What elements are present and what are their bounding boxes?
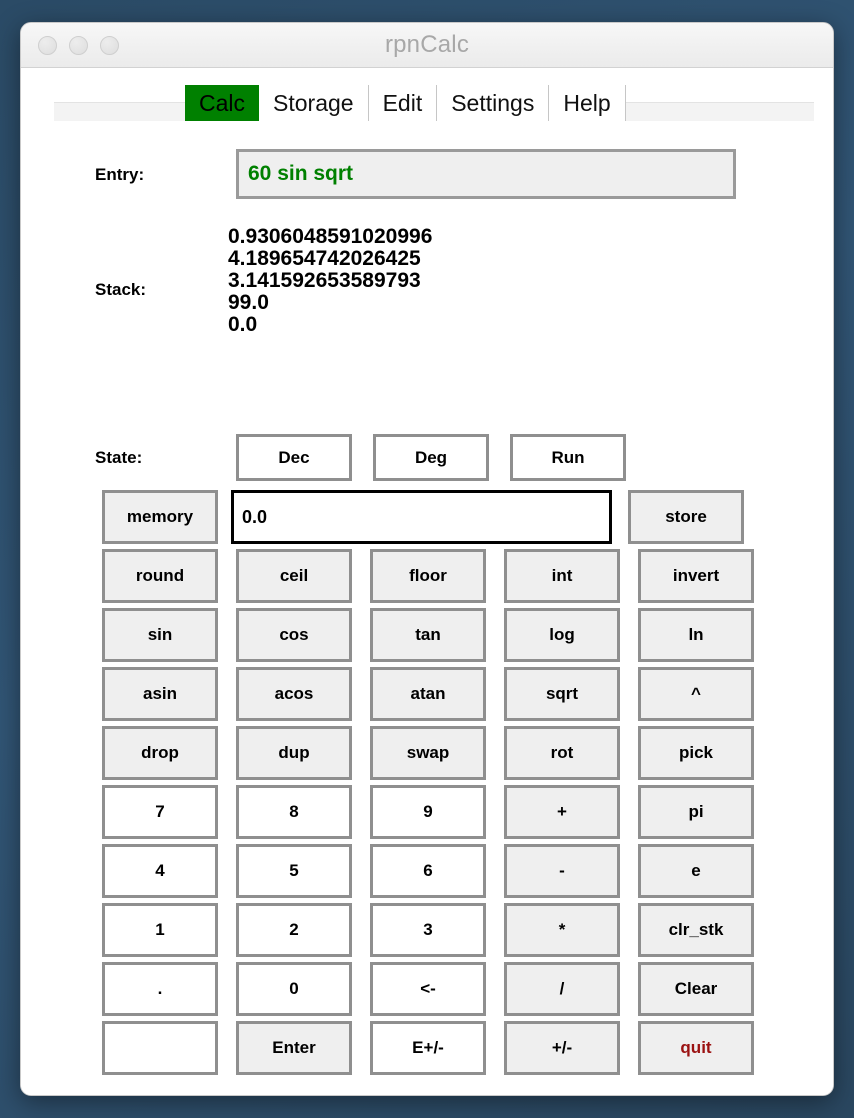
window-client-area [21,68,833,1095]
key-int[interactable]: int [504,549,620,603]
key-pi[interactable]: pi [638,785,754,839]
key-symbol[interactable]: / [504,962,620,1016]
close-button[interactable] [38,36,57,55]
tab-list [185,85,626,121]
state-buttons [236,434,626,481]
key-e[interactable]: e [638,844,754,898]
key-symbol[interactable]: - [504,844,620,898]
tab-calc[interactable]: Calc [185,85,259,121]
key-atan[interactable]: atan [370,667,486,721]
key-6[interactable]: 6 [370,844,486,898]
stack-value: 99.0 [228,291,269,314]
tab-storage[interactable]: Storage [259,85,369,121]
key-asin[interactable]: asin [102,667,218,721]
key-round[interactable]: round [102,549,218,603]
stack-value: 3.141592653589793 [228,269,421,292]
stack-value: 0.0 [228,313,258,336]
key-symbol[interactable]: . [102,962,218,1016]
key-log[interactable]: log [504,608,620,662]
key-5[interactable]: 5 [236,844,352,898]
memory-button[interactable]: memory [102,490,218,544]
window-title: rpnCalc [384,31,470,58]
key-ceil[interactable]: ceil [236,549,352,603]
window-controls [21,36,119,55]
keypad [102,549,754,1075]
key-floor[interactable]: floor [370,549,486,603]
key-dup[interactable]: dup [236,726,352,780]
entry-label: Entry: [95,165,145,184]
tab-help[interactable]: Help [549,85,625,121]
key-sqrt[interactable]: sqrt [504,667,620,721]
key-7[interactable]: 7 [102,785,218,839]
app-window [20,22,834,1096]
window-titlebar [21,23,833,68]
state-button-run[interactable]: Run [510,434,626,481]
key-rot[interactable]: rot [504,726,620,780]
key-8[interactable]: 8 [236,785,352,839]
key-acos[interactable]: acos [236,667,352,721]
key-symbol[interactable]: +/- [504,1021,620,1075]
key-quit[interactable]: quit [638,1021,754,1075]
tab-edit[interactable]: Edit [369,85,438,121]
tab-bar [54,85,814,121]
key-drop[interactable]: drop [102,726,218,780]
stack-display [228,226,432,336]
key-symbol[interactable]: <- [370,962,486,1016]
key-symbol[interactable]: * [504,903,620,957]
tab-settings[interactable]: Settings [437,85,549,121]
stack-label: Stack: [95,280,147,299]
stack-value: 4.189654742026425 [228,247,421,270]
key-sin[interactable]: sin [102,608,218,662]
key-e[interactable]: E+/- [370,1021,486,1075]
state-button-deg[interactable]: Deg [373,434,489,481]
key-clear[interactable]: Clear [638,962,754,1016]
key-swap[interactable]: swap [370,726,486,780]
key-symbol[interactable]: ^ [638,667,754,721]
zoom-button[interactable] [100,36,119,55]
state-button-dec[interactable]: Dec [236,434,352,481]
stack-value: 0.9306048591020996 [228,225,433,248]
key-4[interactable]: 4 [102,844,218,898]
key-0[interactable]: 0 [236,962,352,1016]
state-label: State: [95,448,143,467]
entry-row [21,149,833,203]
key-enter[interactable]: Enter [236,1021,352,1075]
key-9[interactable]: 9 [370,785,486,839]
key-blank [102,1021,218,1075]
key-tan[interactable]: tan [370,608,486,662]
key-cos[interactable]: cos [236,608,352,662]
key-ln[interactable]: ln [638,608,754,662]
key-2[interactable]: 2 [236,903,352,957]
entry-input[interactable]: 60 sin sqrt [236,149,736,199]
key-pick[interactable]: pick [638,726,754,780]
key-1[interactable]: 1 [102,903,218,957]
minimize-button[interactable] [69,36,88,55]
key-clr_stk[interactable]: clr_stk [638,903,754,957]
key-3[interactable]: 3 [370,903,486,957]
state-row [21,434,833,481]
store-button[interactable]: store [628,490,744,544]
memory-input[interactable]: 0.0 [231,490,612,544]
memory-row [21,490,833,544]
key-invert[interactable]: invert [638,549,754,603]
key-symbol[interactable]: + [504,785,620,839]
